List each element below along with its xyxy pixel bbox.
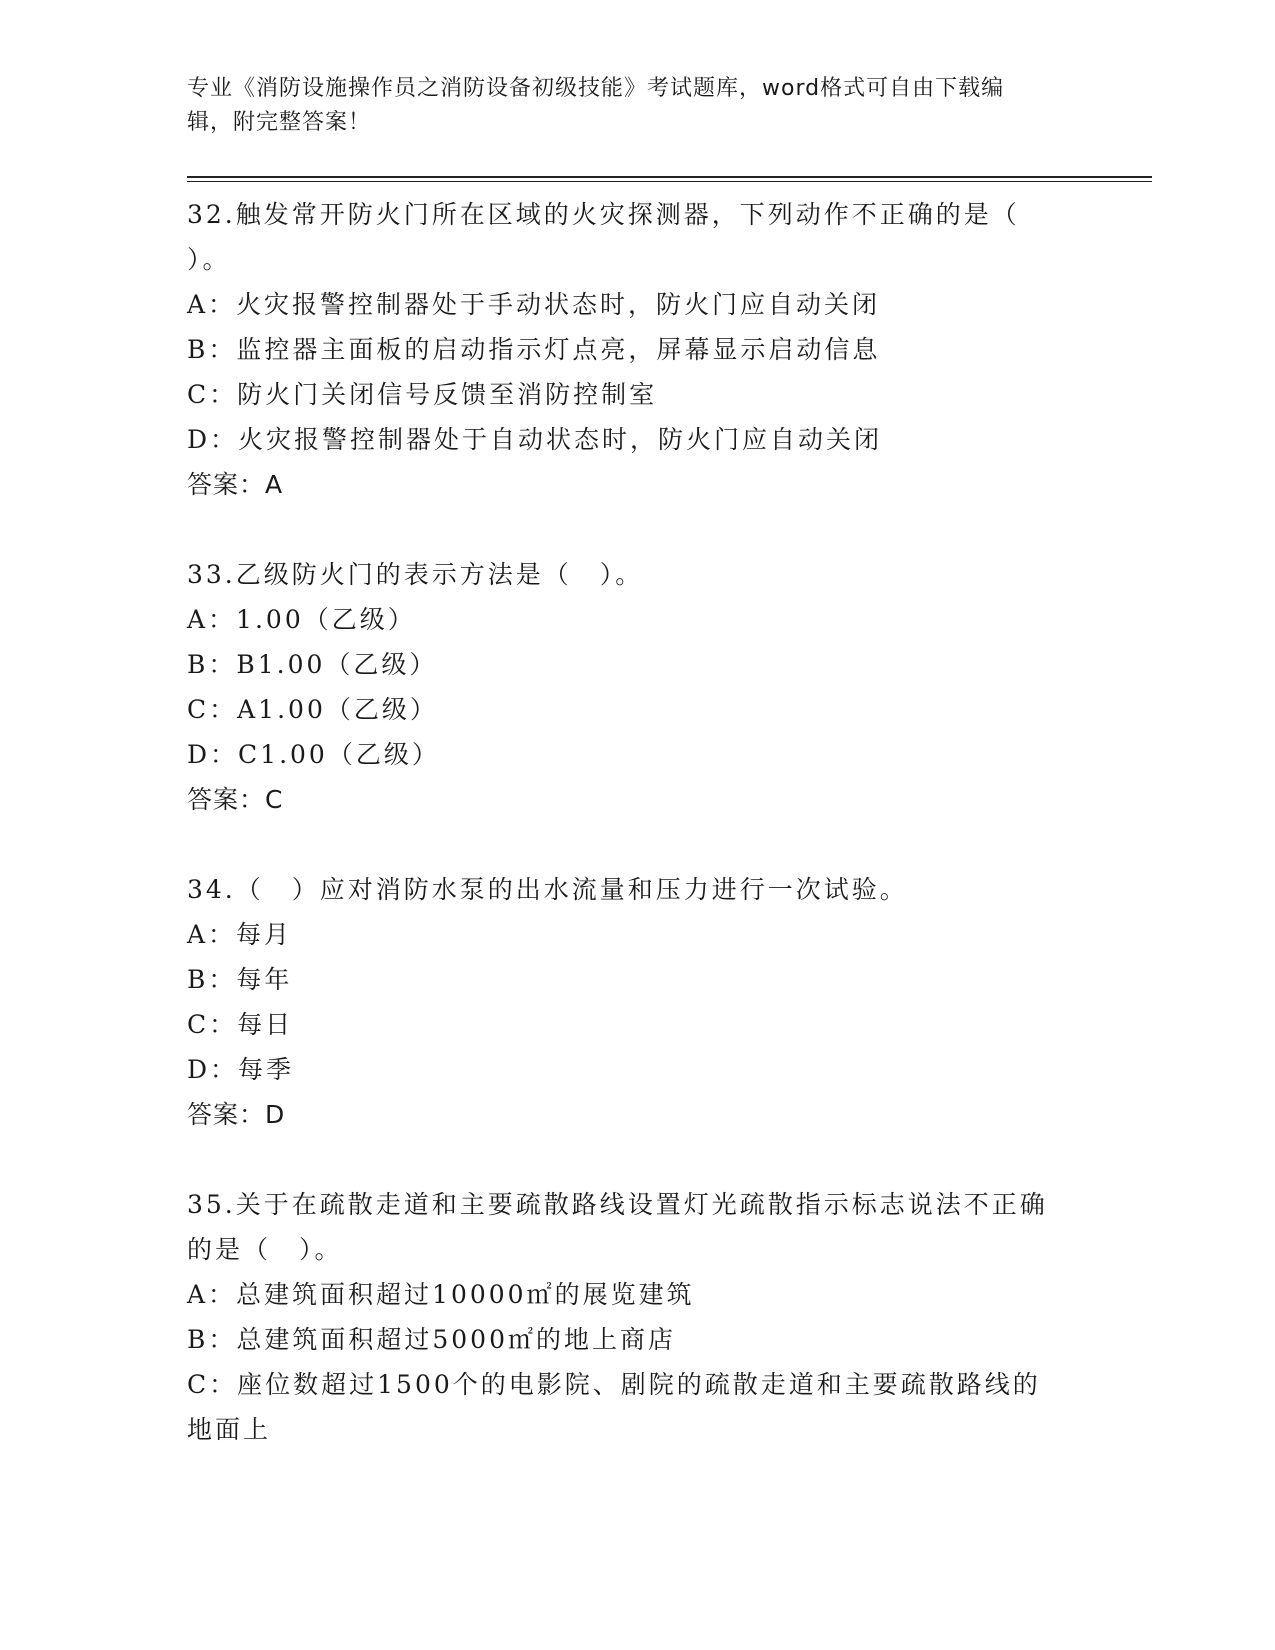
option-d: D：火灾报警控制器处于自动状态时，防火门应自动关闭 (187, 425, 883, 454)
option-c: C：防火门关闭信号反馈至消防控制室 (187, 380, 658, 409)
question-stem: 32.触发常开防火门所在区域的火灾探测器，下列动作不正确的是（ (187, 200, 1020, 229)
header-divider (187, 176, 1152, 178)
question-stem: 34.（ ）应对消防水泵的出水流量和压力进行一次试验。 (187, 875, 908, 904)
option-a: A：总建筑面积超过10000㎡的展览建筑 (187, 1280, 695, 1309)
option-a: A：每月 (187, 920, 293, 949)
option-b: B：总建筑面积超过5000㎡的地上商店 (187, 1325, 676, 1354)
option-b: B：B1.00（乙级） (187, 650, 438, 679)
option-c: C：A1.00（乙级） (187, 695, 438, 724)
question-list (187, 192, 1087, 1452)
option-a: A：1.00（乙级） (187, 605, 416, 634)
answer: 答案：C (187, 785, 284, 814)
answer: 答案：D (187, 1100, 286, 1129)
option-b: B：监控器主面板的启动指示灯点亮，屏幕显示启动信息 (187, 335, 881, 364)
option-c: C：每日 (187, 1010, 294, 1039)
option-c-continued: 地面上 (187, 1415, 272, 1444)
question-stem: 33.乙级防火门的表示方法是（ ）。 (187, 560, 644, 589)
option-a: A：火灾报警控制器处于手动状态时，防火门应自动关闭 (187, 290, 881, 319)
question-32 (187, 192, 1087, 507)
header-line: 辑，附完整答案！ (187, 110, 372, 135)
header-divider (187, 181, 1152, 182)
option-b: B：每年 (187, 965, 293, 994)
question-stem: 的是（ ）。 (187, 1235, 343, 1264)
question-stem: ）。 (187, 245, 231, 274)
answer: 答案：A (187, 470, 284, 499)
option-d: D：C1.00（乙级） (187, 740, 440, 769)
question-stem: 35.关于在疏散走道和主要疏散路线设置灯光疏散指示标志说法不正确 (187, 1190, 1048, 1219)
question-33 (187, 552, 1087, 822)
header-line: 专业《消防设施操作员之消防设备初级技能》考试题库，word格式可自由下载编 (187, 76, 1005, 101)
option-d: D：每季 (187, 1055, 295, 1084)
document-header (187, 72, 1067, 140)
option-c: C：座位数超过1500个的电影院、剧院的疏散走道和主要疏散路线的 (187, 1370, 1041, 1399)
question-35 (187, 1182, 1087, 1452)
question-34 (187, 867, 1087, 1137)
